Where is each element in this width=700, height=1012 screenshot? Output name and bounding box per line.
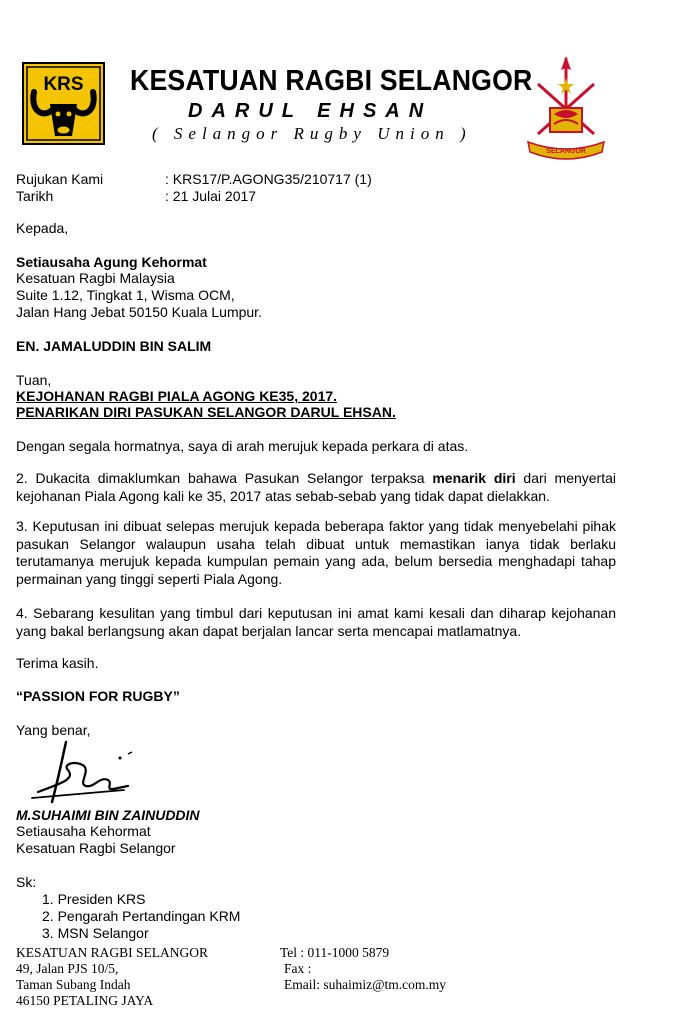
paragraph-3: 3. Keputusan ini dibuat selepas merujuk kepada beberapa faktor yang tidak menyebelahi pihak pasukan Selangor walaupun usaha telah dibuat untuk memastikan ianya tidak berlaku terutamanya merujuk kepada kumpulan pemain yang ada, belum bersedia menghadapi tahap permainan yang tinggi seperti Piala Agong.: [16, 518, 616, 587]
subject-line-1: KEJOHANAN RAGBI PIALA AGONG KE35, 2017.: [16, 388, 338, 404]
org-union: ( Selangor Rugby Union ): [152, 124, 472, 143]
footer-address-line: 49, Jalan PJS 10/5,: [16, 961, 119, 976]
selangor-crest: [524, 56, 608, 164]
cc-label: Sk:: [16, 874, 37, 890]
motto: “PASSION FOR RUGBY”: [16, 688, 180, 704]
krs-logo: [22, 62, 105, 145]
signatory-org: Kesatuan Ragbi Selangor: [16, 840, 176, 856]
footer-tel: Tel : 011-1000 5879: [280, 945, 390, 960]
crest-label: SELANGOR: [546, 148, 586, 155]
rujukan-value: : KRS17/P.AGONG35/210717 (1): [165, 171, 372, 187]
recipient-title: Setiausaha Agung Kehormat: [16, 254, 207, 270]
recipient-line: Jalan Hang Jebat 50150 Kuala Lumpur.: [16, 304, 262, 320]
attention-line: EN. JAMALUDDIN BIN SALIM: [16, 338, 212, 354]
cc-item: 3. MSN Selangor: [42, 925, 149, 941]
logo-text: KRS: [43, 74, 84, 95]
footer-address-line: Taman Subang Indah: [16, 977, 131, 992]
kepada: Kepada,: [16, 220, 69, 236]
intro-paragraph: Dengan segala hormatnya, saya di arah merujuk kepada perkara di atas.: [16, 438, 469, 454]
signatory-name: M.SUHAIMI BIN ZAINUDDIN: [16, 807, 200, 823]
org-name: KESATUAN RAGBI SELANGOR: [130, 65, 533, 97]
cc-item: 2. Pengarah Pertandingan KRM: [42, 908, 241, 924]
emphasis-menarik-diri: menarik diri: [432, 470, 516, 486]
tarikh-value: : 21 Julai 2017: [165, 188, 257, 204]
tarikh-label: Tarikh: [16, 188, 54, 204]
footer-address-line: 46150 PETALING JAYA: [16, 993, 154, 1008]
recipient-line: Kesatuan Ragbi Malaysia: [16, 270, 175, 286]
signatory-position: Setiausaha Kehormat: [16, 823, 151, 839]
cc-item: 1. Presiden KRS: [42, 891, 146, 907]
footer-email: Email: suhaimiz@tm.com.my: [284, 977, 447, 992]
signature: [28, 740, 138, 810]
closing: Yang benar,: [16, 722, 91, 738]
org-subtitle: DARUL EHSAN: [188, 100, 433, 122]
paragraph-4: 4. Sebarang kesulitan yang timbul dari keputusan ini amat kami kesali dan diharap kejohanan yang bakal berlangsung akan dapat berjalan lancar serta mencapai matlamatnya.: [16, 605, 616, 639]
paragraph-2: 2. Dukacita dimaklumkan bahawa Pasukan Selangor terpaksa menarik diri dari menyertai kejohanan Piala Agong kali ke 35, 2017 atas sebab-sebab yang tidak dapat dielakkan.: [16, 470, 617, 504]
footer-fax: Fax :: [284, 961, 312, 976]
subject-line-2: PENARIKAN DIRI PASUKAN SELANGOR DARUL EHSAN.: [16, 404, 396, 420]
recipient-line: Suite 1.12, Tingkat 1, Wisma OCM,: [16, 287, 235, 303]
salutation: Tuan,: [16, 372, 52, 388]
footer-address-line: KESATUAN RAGBI SELANGOR: [16, 945, 209, 960]
rujukan-label: Rujukan Kami: [16, 171, 104, 187]
thanks: Terima kasih.: [16, 655, 99, 671]
